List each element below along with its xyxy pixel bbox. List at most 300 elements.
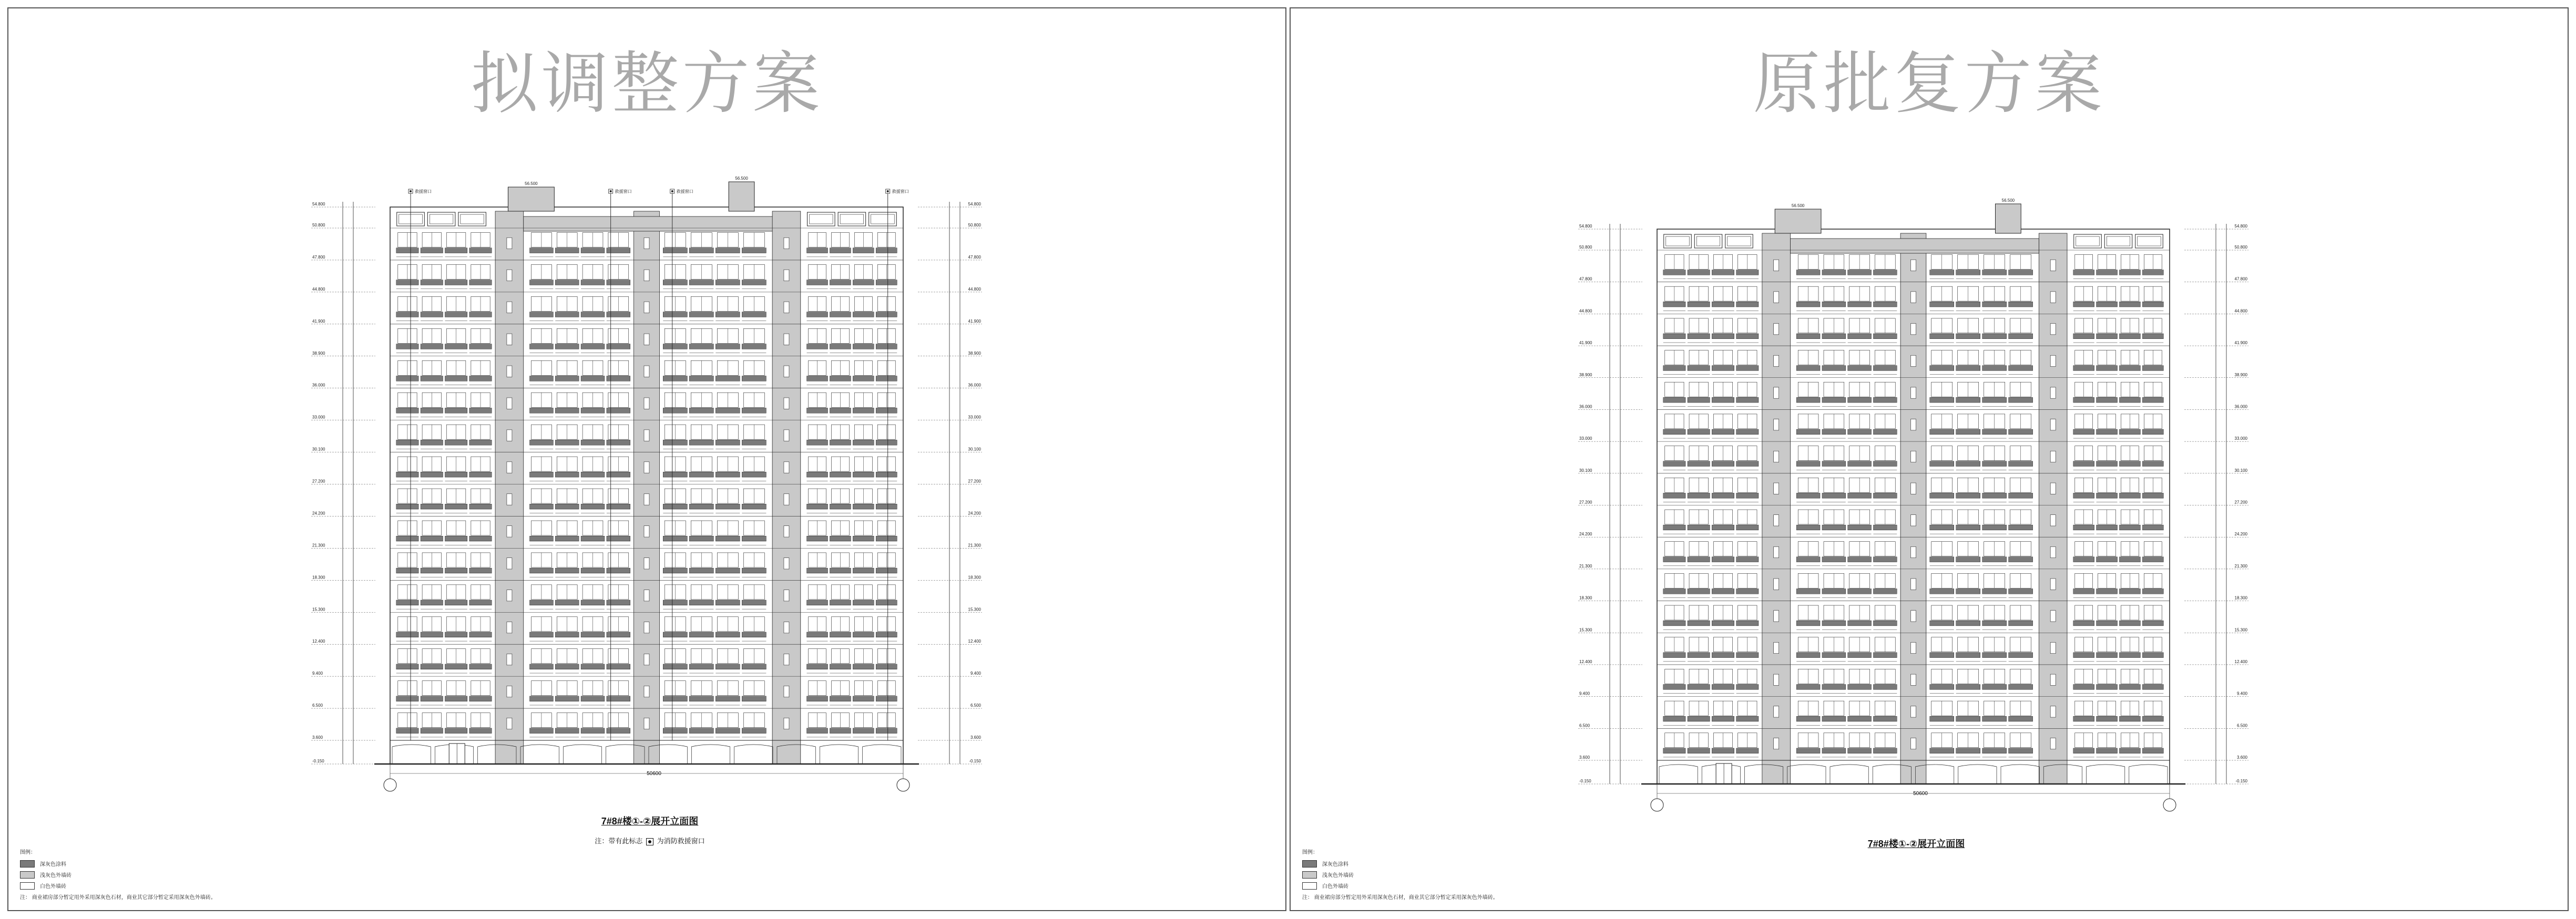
balcony-rail <box>445 632 467 637</box>
legend-label: 白色外墙砖 <box>1322 884 1348 890</box>
core-window <box>2050 419 2056 430</box>
marker-dot <box>610 190 612 192</box>
balcony-rail <box>689 344 713 349</box>
balcony-rail <box>1712 366 1734 371</box>
balcony-rail <box>2009 748 2033 753</box>
balcony-rail <box>1796 685 1820 690</box>
core-strip <box>495 211 524 764</box>
balcony-rail <box>1930 716 1954 721</box>
balcony-rail <box>853 408 874 413</box>
balcony-rail <box>555 504 579 509</box>
balcony-rail <box>1712 525 1734 530</box>
width-dimension: 50600 <box>647 771 661 777</box>
balcony-rail <box>1982 461 2007 467</box>
balcony-rail <box>2097 397 2118 402</box>
roof-tower <box>508 187 554 211</box>
balcony-rail <box>421 376 443 381</box>
elevation-label: 36.000 <box>312 383 325 388</box>
balcony-rail <box>2097 334 2118 339</box>
legend-proposed <box>20 848 216 901</box>
core-window <box>2050 515 2056 526</box>
balcony-rail <box>1736 685 1759 690</box>
balcony-rail <box>1956 653 1980 658</box>
balcony-rail <box>445 344 467 349</box>
balcony-rail <box>1956 621 1980 626</box>
elevation-label: 6.500 <box>970 703 981 708</box>
balcony-rail <box>607 280 630 285</box>
balcony-rail <box>2073 589 2094 594</box>
balcony-rail <box>1712 621 1734 626</box>
legend-label: 深灰色涂料 <box>40 862 66 868</box>
elevation-label: 47.800 <box>968 254 981 260</box>
balcony-rail <box>581 312 605 317</box>
balcony-rail <box>2120 429 2141 435</box>
balcony-rail <box>469 248 492 253</box>
balcony-rail <box>2142 685 2163 690</box>
core-window <box>2050 611 2056 622</box>
core-window <box>784 462 789 473</box>
balcony-rail <box>421 664 443 669</box>
core-window <box>1911 483 1916 494</box>
balcony-rail <box>555 568 579 573</box>
balcony-rail <box>715 440 740 445</box>
elevation-label: 44.800 <box>1579 308 1592 314</box>
balcony-rail <box>1796 525 1820 530</box>
legend-item <box>1302 882 1498 890</box>
core-window <box>1774 483 1779 494</box>
balcony-rail <box>1822 461 1846 467</box>
balcony-rail <box>1848 653 1872 658</box>
balcony-rail <box>555 248 579 253</box>
core-window <box>1911 324 1916 335</box>
balcony-rail <box>445 440 467 445</box>
balcony-rail <box>689 280 713 285</box>
core-window <box>644 526 649 537</box>
core-window <box>644 622 649 633</box>
elevation-label: -0.150 <box>1579 779 1591 783</box>
balcony-rail <box>530 664 554 669</box>
balcony-rail <box>1930 589 1954 594</box>
legend-swatch-white <box>1302 882 1317 890</box>
balcony-rail <box>1663 557 1685 562</box>
balcony-rail <box>1663 653 1685 658</box>
balcony-rail <box>469 280 492 285</box>
balcony-rail <box>1712 302 1734 307</box>
balcony-rail <box>555 472 579 477</box>
balcony-rail <box>742 344 766 349</box>
balcony-rail <box>876 728 897 734</box>
balcony-rail <box>876 312 897 317</box>
balcony-rail <box>2142 748 2163 753</box>
balcony-rail <box>1712 334 1734 339</box>
core-window <box>784 718 789 729</box>
balcony-rail <box>581 664 605 669</box>
balcony-rail <box>2097 270 2118 275</box>
balcony-rail <box>1848 429 1872 435</box>
roof-window-pane <box>461 214 484 224</box>
core-window <box>507 334 512 345</box>
balcony-rail <box>876 440 897 445</box>
balcony-rail <box>607 568 630 573</box>
elevation-label: 21.300 <box>968 543 981 548</box>
balcony-rail <box>1712 589 1734 594</box>
balcony-rail <box>2009 429 2033 435</box>
balcony-rail <box>2009 461 2033 467</box>
balcony-rail <box>2009 525 2033 530</box>
balcony-rail <box>2097 493 2118 498</box>
core-window <box>1911 292 1916 303</box>
core-window <box>1774 546 1779 557</box>
balcony-rail <box>445 280 467 285</box>
elevation-label: 36.000 <box>968 383 981 388</box>
balcony-rail <box>1822 589 1846 594</box>
balcony-rail <box>853 664 874 669</box>
balcony-rail <box>1712 748 1734 753</box>
balcony-rail <box>876 536 897 541</box>
balcony-rail <box>663 728 687 734</box>
balcony-rail <box>1956 557 1980 562</box>
balcony-rail <box>853 696 874 701</box>
core-window <box>2050 674 2056 685</box>
balcony-rail <box>445 312 467 317</box>
core-window <box>784 430 789 441</box>
marker-dot <box>887 190 889 192</box>
core-window <box>2050 738 2056 749</box>
balcony-rail <box>1930 653 1954 658</box>
balcony-rail <box>830 472 851 477</box>
balcony-rail <box>1848 748 1872 753</box>
core-window <box>644 238 649 249</box>
core-window <box>1911 706 1916 717</box>
balcony-rail <box>715 280 740 285</box>
balcony-rail <box>807 504 828 509</box>
balcony-rail <box>1712 557 1734 562</box>
balcony-rail <box>445 568 467 573</box>
balcony-rail <box>1982 716 2007 721</box>
elevation-drawing-proposed <box>8 8 1287 912</box>
core-window <box>784 334 789 345</box>
balcony-rail <box>742 248 766 253</box>
core-window <box>1911 515 1916 526</box>
balcony-rail <box>853 600 874 605</box>
balcony-rail <box>663 312 687 317</box>
balcony-rail <box>689 504 713 509</box>
balcony-rail <box>469 536 492 541</box>
balcony-rail <box>1822 716 1846 721</box>
balcony-rail <box>2120 334 2141 339</box>
balcony-rail <box>1874 621 1897 626</box>
balcony-rail <box>1822 429 1846 435</box>
legend-note: 注： 商业裙房部分暂定用外采用深灰色石材，商业其它部分暂定采用深灰色外墙砖。 <box>1302 895 1498 901</box>
balcony-rail <box>830 376 851 381</box>
elevation-label: 12.400 <box>2234 659 2247 664</box>
balcony-rail <box>396 696 418 701</box>
balcony-rail <box>1874 366 1897 371</box>
balcony-rail <box>1848 621 1872 626</box>
balcony-rail <box>1822 270 1846 275</box>
balcony-rail <box>1663 334 1685 339</box>
note-suffix: 为消防救援窗口 <box>657 837 705 845</box>
axis-bubble <box>384 779 396 791</box>
balcony-rail <box>1848 525 1872 530</box>
balcony-rail <box>742 312 766 317</box>
balcony-rail <box>715 472 740 477</box>
balcony-rail <box>2009 493 2033 498</box>
balcony-rail <box>2142 366 2163 371</box>
balcony-rail <box>607 408 630 413</box>
balcony-rail <box>396 600 418 605</box>
balcony-rail <box>581 728 605 734</box>
balcony-rail <box>2120 461 2141 467</box>
balcony-rail <box>1796 589 1820 594</box>
balcony-rail <box>663 248 687 253</box>
balcony-rail <box>1796 429 1820 435</box>
balcony-rail <box>2120 270 2141 275</box>
balcony-rail <box>830 632 851 637</box>
balcony-rail <box>1688 621 1710 626</box>
balcony-rail <box>1712 270 1734 275</box>
balcony-rail <box>1982 685 2007 690</box>
balcony-rail <box>530 376 554 381</box>
balcony-rail <box>1956 493 1980 498</box>
balcony-rail <box>853 568 874 573</box>
balcony-rail <box>742 376 766 381</box>
elevation-label: 6.500 <box>1579 723 1590 728</box>
balcony-rail <box>2142 653 2163 658</box>
balcony-rail <box>1663 493 1685 498</box>
balcony-rail <box>445 664 467 669</box>
rescue-window-note <box>534 835 765 845</box>
balcony-rail <box>689 632 713 637</box>
core-window <box>1774 642 1779 653</box>
balcony-rail <box>581 632 605 637</box>
core-window <box>2050 260 2056 271</box>
legend-item <box>20 860 216 868</box>
balcony-rail <box>530 248 554 253</box>
balcony-rail <box>1712 493 1734 498</box>
balcony-rail <box>1848 334 1872 339</box>
core-window <box>784 590 789 601</box>
axis-bubble <box>897 779 909 791</box>
balcony-rail <box>1874 653 1897 658</box>
balcony-rail <box>396 408 418 413</box>
balcony-rail <box>2120 366 2141 371</box>
elevation-label: 18.300 <box>2234 595 2247 601</box>
axis-bubble <box>1651 799 1663 811</box>
balcony-rail <box>469 376 492 381</box>
balcony-rail <box>555 408 579 413</box>
legend-approved <box>1302 848 1498 901</box>
balcony-rail <box>2097 366 2118 371</box>
balcony-rail <box>876 248 897 253</box>
core-window <box>644 302 649 313</box>
roof-band <box>1791 239 2039 253</box>
balcony-rail <box>1874 685 1897 690</box>
balcony-rail <box>421 600 443 605</box>
balcony-rail <box>1688 653 1710 658</box>
balcony-rail <box>607 376 630 381</box>
balcony-rail <box>396 568 418 573</box>
balcony-rail <box>1796 270 1820 275</box>
elevation-label: 36.000 <box>2234 404 2247 409</box>
balcony-rail <box>1848 302 1872 307</box>
balcony-rail <box>715 504 740 509</box>
core-window <box>1774 451 1779 462</box>
balcony-rail <box>396 536 418 541</box>
balcony-rail <box>663 472 687 477</box>
elevation-label: 54.800 <box>312 202 325 206</box>
balcony-rail <box>1930 525 1954 530</box>
balcony-rail <box>607 728 630 734</box>
balcony-rail <box>1822 302 1846 307</box>
balcony-rail <box>2120 653 2141 658</box>
balcony-rail <box>1736 557 1759 562</box>
balcony-rail <box>853 632 874 637</box>
balcony-rail <box>1874 429 1897 435</box>
balcony-rail <box>689 568 713 573</box>
balcony-rail <box>555 440 579 445</box>
core-window <box>644 366 649 377</box>
balcony-rail <box>530 696 554 701</box>
balcony-rail <box>1874 557 1897 562</box>
balcony-rail <box>581 440 605 445</box>
balcony-rail <box>853 280 874 285</box>
core-window <box>784 270 789 281</box>
legend-title: 图例： <box>1302 850 1318 855</box>
title-proposed: 拟调整方案 <box>471 45 823 123</box>
balcony-rail <box>1688 716 1710 721</box>
balcony-rail <box>1688 685 1710 690</box>
elevation-scale <box>1578 224 1642 784</box>
balcony-rail <box>396 728 418 734</box>
balcony-rail <box>1822 557 1846 562</box>
core-window <box>1911 738 1916 749</box>
balcony-rail <box>421 344 443 349</box>
elevation-label: 30.100 <box>312 447 325 452</box>
balcony-rail <box>1956 589 1980 594</box>
balcony-rail <box>555 312 579 317</box>
balcony-rail <box>421 728 443 734</box>
balcony-rail <box>830 280 851 285</box>
core-window <box>2050 642 2056 653</box>
roof-tower <box>1996 204 2021 233</box>
core-window <box>507 654 512 665</box>
balcony-rail <box>1982 270 2007 275</box>
elevation-label: 33.000 <box>312 415 325 420</box>
balcony-rail <box>2142 397 2163 402</box>
balcony-rail <box>853 536 874 541</box>
balcony-rail <box>1712 653 1734 658</box>
elevation-drawing-approved <box>1291 8 2570 912</box>
marker-label: 救援窗口 <box>615 189 632 194</box>
balcony-rail <box>807 536 828 541</box>
balcony-rail <box>1688 366 1710 371</box>
axis-bubble <box>2163 799 2176 811</box>
balcony-rail <box>807 632 828 637</box>
core-window <box>2050 706 2056 717</box>
balcony-rail <box>1982 525 2007 530</box>
core-window <box>2050 546 2056 557</box>
balcony-rail <box>421 536 443 541</box>
elevation-label: 44.800 <box>968 286 981 292</box>
core-strip <box>772 211 801 764</box>
balcony-rail <box>1796 302 1820 307</box>
balcony-rail <box>396 632 418 637</box>
balcony-rail <box>2120 716 2141 721</box>
balcony-rail <box>469 504 492 509</box>
core-window <box>784 526 789 537</box>
elevation-label: 9.400 <box>1579 691 1590 696</box>
elevation-label: 21.300 <box>1579 563 1592 569</box>
core-window <box>507 366 512 377</box>
balcony-rail <box>715 600 740 605</box>
core-window <box>1774 706 1779 717</box>
balcony-rail <box>555 344 579 349</box>
balcony-rail <box>2073 397 2094 402</box>
balcony-rail <box>1874 334 1897 339</box>
balcony-rail <box>2073 525 2094 530</box>
balcony-rail <box>1736 748 1759 753</box>
balcony-rail <box>421 280 443 285</box>
core-window <box>644 270 649 281</box>
balcony-rail <box>581 504 605 509</box>
balcony-rail <box>421 504 443 509</box>
core-window <box>1911 611 1916 622</box>
balcony-rail <box>1930 493 1954 498</box>
balcony-rail <box>1956 461 1980 467</box>
balcony-rail <box>715 376 740 381</box>
balcony-rail <box>2009 685 2033 690</box>
elevation-label: 38.900 <box>968 350 981 356</box>
balcony-rail <box>445 536 467 541</box>
balcony-rail <box>742 504 766 509</box>
core-window <box>644 590 649 601</box>
caption-approved: 7#8#楼①-②展开立面图 <box>1867 839 1965 849</box>
balcony-rail <box>530 536 554 541</box>
core-window <box>644 654 649 665</box>
core-window <box>1911 579 1916 590</box>
balcony-rail <box>607 664 630 669</box>
balcony-rail <box>663 568 687 573</box>
balcony-rail <box>807 696 828 701</box>
core-window <box>1911 674 1916 685</box>
legend-item <box>20 871 216 879</box>
balcony-rail <box>853 312 874 317</box>
elevation-label: 30.100 <box>968 447 981 452</box>
roof-elevation-label: 56.500 <box>525 181 538 186</box>
balcony-rail <box>2120 302 2141 307</box>
balcony-rail <box>689 728 713 734</box>
balcony-rail <box>396 248 418 253</box>
balcony-rail <box>1796 493 1820 498</box>
legend-swatch-light <box>1302 871 1317 879</box>
elevation-label: -0.150 <box>2235 779 2247 783</box>
balcony-rail <box>1736 716 1759 721</box>
caption-proposed: 7#8#楼①-②展开立面图 <box>601 816 699 827</box>
core-window <box>1774 324 1779 335</box>
core-window <box>1774 738 1779 749</box>
elevation-label: 54.800 <box>1579 224 1592 229</box>
balcony-rail <box>607 440 630 445</box>
balcony-rail <box>530 312 554 317</box>
balcony-rail <box>807 312 828 317</box>
core-window <box>1911 546 1916 557</box>
balcony-rail <box>830 568 851 573</box>
core-window <box>2050 387 2056 398</box>
balcony-rail <box>1848 366 1872 371</box>
balcony-rail <box>1822 685 1846 690</box>
balcony-rail <box>807 440 828 445</box>
